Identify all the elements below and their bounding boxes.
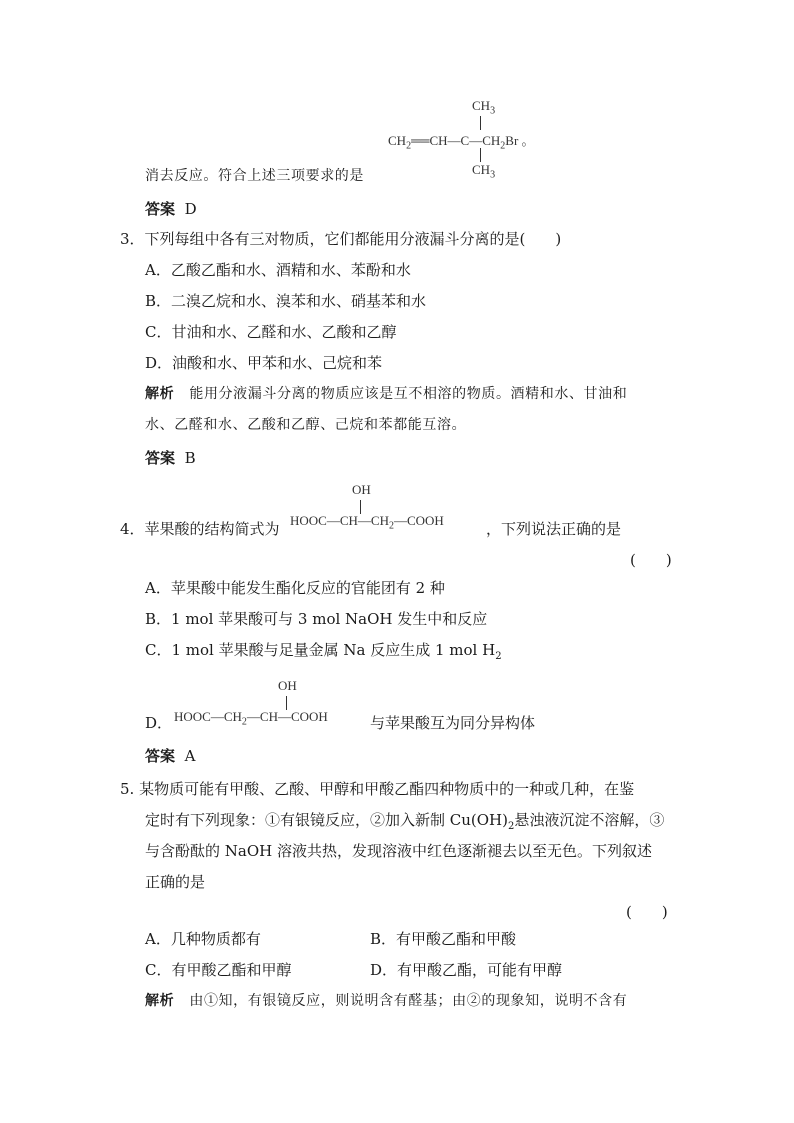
bond-line (480, 148, 481, 162)
q5-option-c: C．有甲酸乙酯和甲醇 (145, 961, 292, 979)
struct-chain: $HOOC—CH_2—CH—COOH$ (174, 709, 328, 728)
answer-value: D (184, 200, 197, 218)
analysis-label: 解析 (145, 993, 175, 1009)
analysis-label: 解析 (145, 386, 175, 402)
q3-analysis-line1: 解析 能用分液漏斗分离的物质应该是互不相溶的物质。酒精和水、甘油和 (145, 386, 628, 402)
q2-answer (145, 199, 197, 219)
q4-option-d-prefix: D． (145, 714, 173, 732)
struct-oh: OH (278, 678, 297, 693)
q5-analysis-line1: 解析 由①知，有银镜反应，则说明含有醛基；由②的现象知，说明不含有 (145, 993, 628, 1009)
q4-structure (290, 482, 490, 532)
answer-label: 答案 (145, 449, 176, 467)
q3-stem: 3．下列每组中各有三对物质，它们都能用分液漏斗分离的是( ) (120, 230, 562, 248)
answer-value: B (184, 449, 196, 467)
struct-bottom-group: $CH_3$ (472, 162, 496, 181)
q3-analysis-line2: 水、乙醛和水、乙酸和乙醇、己烷和苯都能互溶。 (145, 417, 467, 433)
answer-label: 答案 (145, 747, 176, 765)
q5-line1: 5. 某物质可能有甲酸、乙酸、甲醇和甲酸乙酯四种物质中的一种或几种，在鉴 (120, 780, 635, 798)
q3-option-d: D．油酸和水、甲苯和水、己烷和苯 (145, 354, 383, 372)
q5-answer-paren: ( ) (626, 903, 668, 921)
q4-option-b: B．1 mol 苹果酸可与 3 mol NaOH 发生中和反应 (145, 610, 488, 628)
q3-option-b: B．二溴乙烷和水、溴苯和水、硝基苯和水 (145, 292, 427, 310)
q4-option-d-suffix: 与苹果酸互为同分异构体 (370, 714, 536, 732)
answer-value: A (184, 747, 196, 765)
struct-top-group: $CH_3$ (472, 98, 496, 117)
q5-line2: 定时有下列现象：①有银镜反应，②加入新制 $Cu(OH)_2$悬浊液沉淀不溶解，③ (145, 811, 665, 832)
q4-option-a: A．苹果酸中能发生酯化反应的官能团有 2 种 (145, 579, 445, 597)
q2-tail-text: 消去反应。符合上述三项要求的是 (145, 168, 364, 184)
q5-option-d: D．有甲酸乙酯，可能有甲醇 (370, 961, 563, 979)
q5-line4: 正确的是 (145, 873, 206, 891)
q3-answer (145, 448, 196, 468)
q4-stem-prefix: 4．苹果酸的结构简式为 (120, 520, 280, 538)
q4-stem-suffix: ，下列说法正确的是 (486, 520, 622, 538)
q2-structure (388, 96, 568, 180)
q4-answer (145, 746, 195, 766)
q3-option-a: A．乙酸乙酯和水、酒精和水、苯酚和水 (145, 261, 411, 279)
struct-main-chain: $CH_2══CH—C—CH_2Br$ 。 (388, 133, 535, 152)
q5-option-a: A．几种物质都有 (145, 930, 261, 948)
struct-chain: $HOOC—CH—CH_2—COOH$ (290, 513, 444, 532)
q4-option-c: C．1 mol 苹果酸与足量金属 Na 反应生成 1 mol $H_2$ (145, 641, 502, 662)
q5-line3: 与含酚酞的 NaOH 溶液共热，发现溶液中红色逐渐褪去以至无色。下列叙述 (145, 842, 652, 860)
bond-line (360, 500, 361, 514)
answer-label: 答案 (145, 200, 176, 218)
bond-line (286, 696, 287, 710)
q4-option-d-structure (174, 678, 374, 728)
bond-line (480, 116, 481, 130)
q3-option-c: C．甘油和水、乙醛和水、乙酸和乙醇 (145, 323, 397, 341)
q4-answer-paren: ( ) (630, 551, 672, 569)
q5-option-b: B．有甲酸乙酯和甲酸 (370, 930, 517, 948)
struct-oh: OH (352, 482, 371, 497)
